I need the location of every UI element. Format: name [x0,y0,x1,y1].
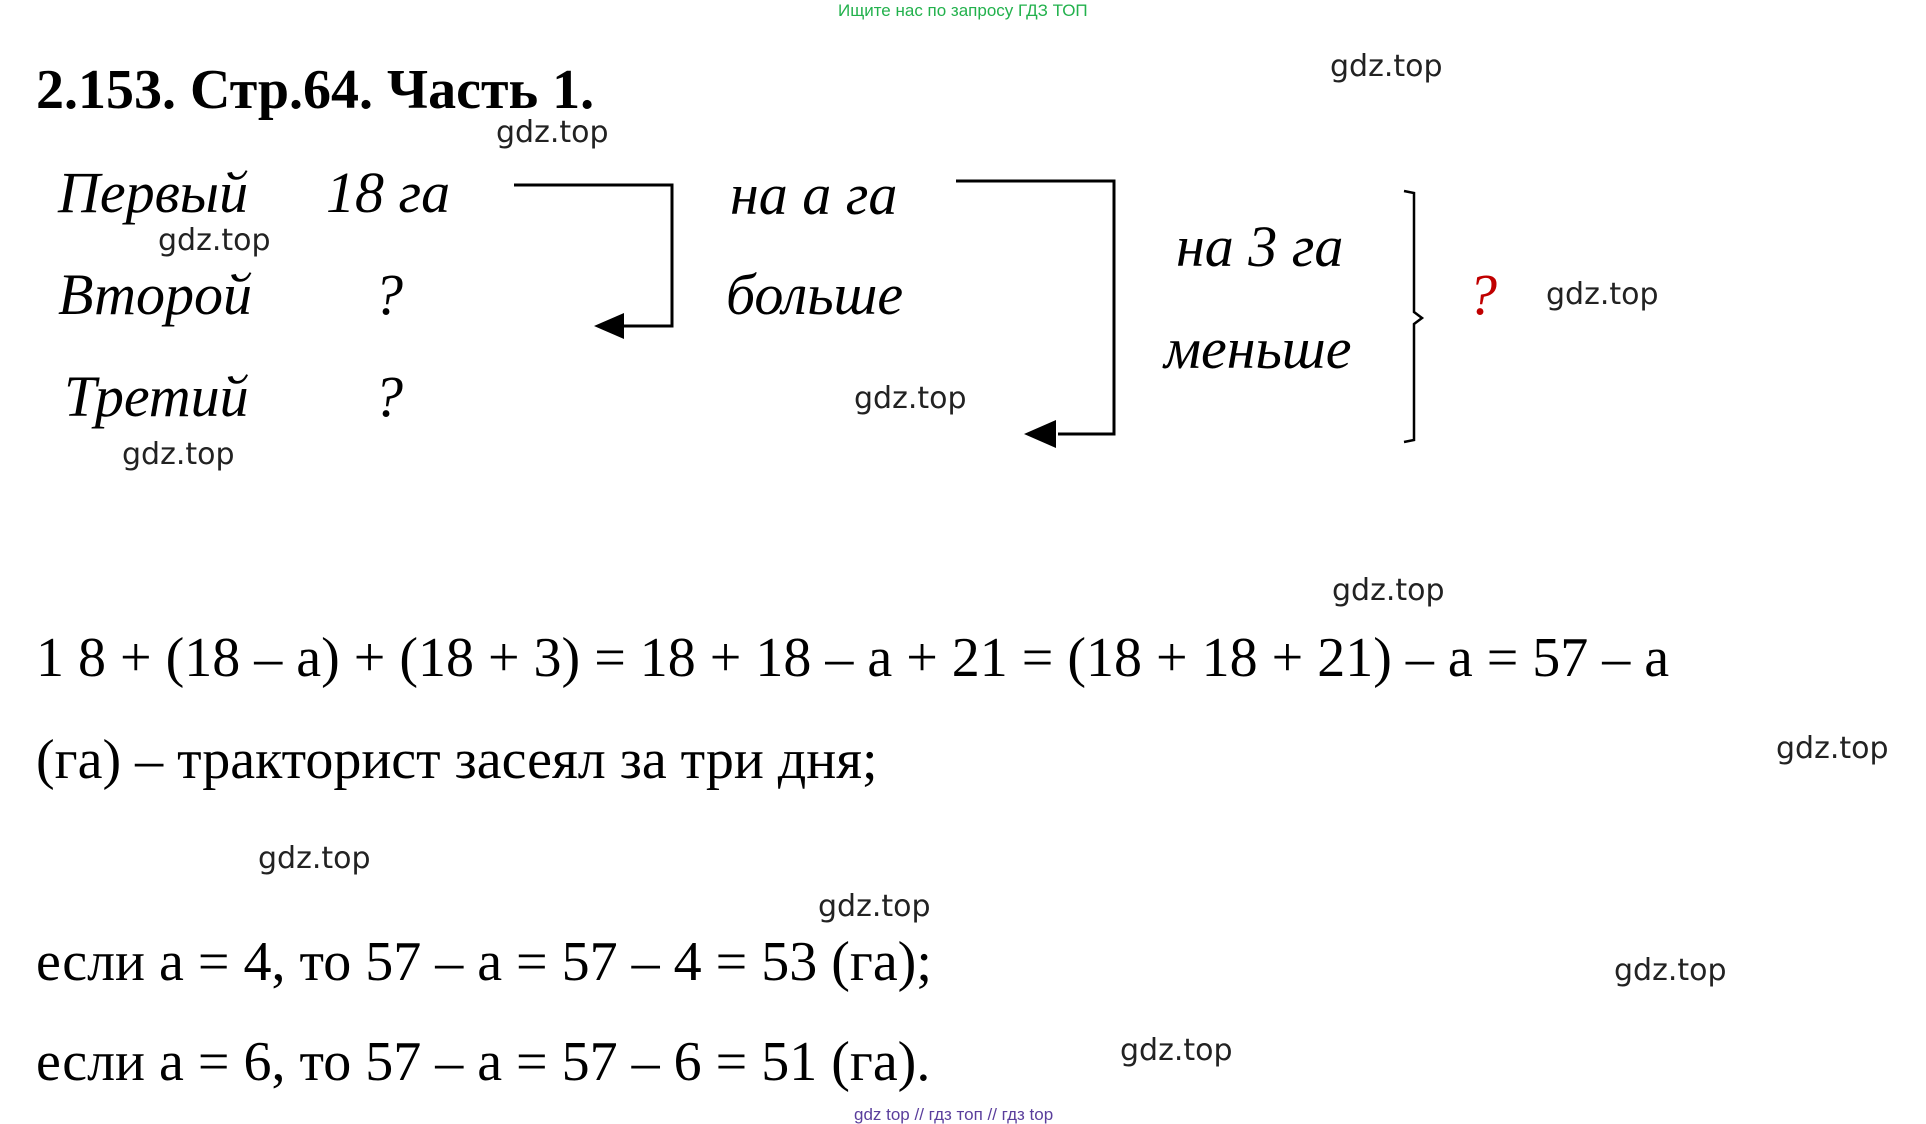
row1-label: Первый [58,160,249,225]
row2-label: Второй [58,262,253,327]
watermark: gdz.top [258,841,371,876]
relation1-line2: больше [726,262,904,327]
watermark: gdz.top [1546,277,1659,312]
top-banner: Ищите нас по запросу ГДЗ ТОП [838,1,1088,20]
watermark: gdz.top [1614,953,1727,988]
relation1-line1: на а га [730,162,898,227]
row3-value: ? [374,364,403,429]
solution-line-4: если a = 6, то 57 – a = 57 – 6 = 51 (га). [36,1031,931,1093]
row3-label: Третий [64,364,249,429]
footer-links: gdz top // гдз топ // гдз top [854,1105,1054,1124]
right-brace [1404,191,1422,442]
watermark: gdz.top [1120,1033,1233,1068]
arrow-first-to-third [956,181,1114,448]
solution-line-2: (га) – тракторист засеял за три дня; [36,729,878,791]
relation2-line1: на 3 га [1176,214,1344,279]
watermark: gdz.top [158,223,271,258]
watermark: gdz.top [496,115,609,150]
row1-value: 18 га [326,160,451,225]
watermark: gdz.top [1332,573,1445,608]
watermark: gdz.top [854,381,967,416]
watermark: gdz.top [818,889,931,924]
page-title: 2.153. Стр.64. Часть 1. [36,59,595,121]
arrow-first-to-second [514,185,672,339]
watermark: gdz.top [1776,731,1889,766]
watermark: gdz.top [1330,49,1443,84]
watermark: gdz.top [122,437,235,472]
total-question: ? [1468,262,1497,327]
row2-value: ? [374,262,403,327]
relation2-line2: меньше [1164,316,1352,381]
solution-line-1: 1 8 + (18 – a) + (18 + 3) = 18 + 18 – a + 21 = (18 + 18 + 21) – a = 57 – a [36,627,1670,689]
solution-line-3: если a = 4, то 57 – a = 57 – 4 = 53 (га); [36,931,932,993]
